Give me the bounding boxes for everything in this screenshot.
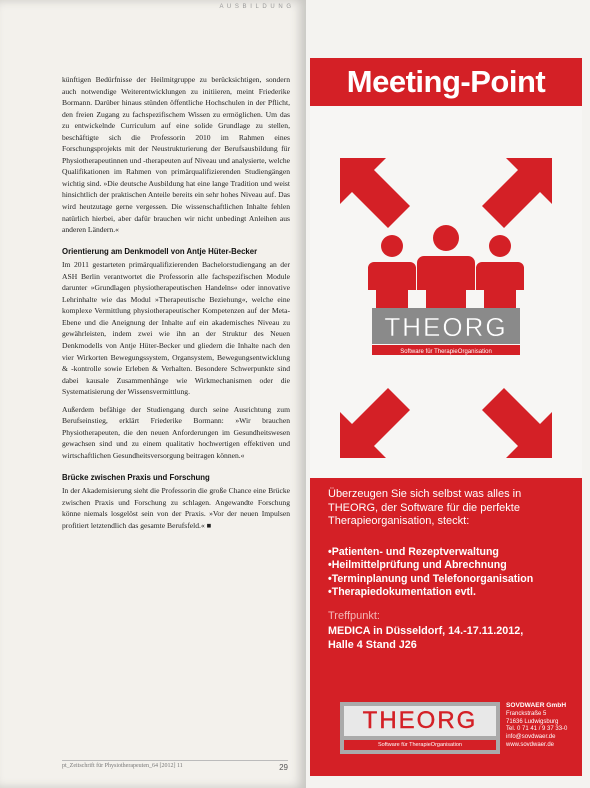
journal-citation: pt_Zeitschrift für Physiotherapeuten_64 [2012] 11	[62, 763, 183, 769]
footer-logo-text: THEORG	[362, 707, 478, 734]
ad-intro-text: Überzeugen Sie sich selbst was alles in THEORG, der Software für die perfekte Therapieorganisation, steckt:	[328, 488, 522, 527]
arrow-top-left-icon	[340, 158, 410, 228]
article-paragraph: Außerdem befähige der Studiengang durch seine Ausrichtung zum Berufseinstieg, erklärt Friederike Bormann: »Wir brauchen Physiotherapeuten, die den neuen Anforderungen im Gesundheitswesen gewachsen sind und zu einem qualitativ hochwertigen effektiven und wirtschaftlichen Gesundheitsversorgung beitragen können.«	[62, 404, 290, 460]
ad-info-panel	[310, 478, 582, 776]
meeting-location: MEDICA in Düsseldorf, 14.-17.11.2012,	[328, 625, 524, 637]
page-footer	[62, 760, 288, 772]
page-number: 29	[279, 763, 288, 772]
arrow-bottom-left-icon	[340, 388, 410, 458]
company-address-city: 71636 Ludwigsburg	[506, 718, 559, 725]
running-head: A U S B I L D U N G	[219, 4, 292, 10]
section-heading-denkmodell: Orientierung am Denkmodell von Antje Hüter-Becker	[62, 246, 258, 256]
article-body	[62, 74, 290, 537]
article-paragraph: Im 2011 gestarteten primärqualifizierenden Bachelorstudiengang an der ASH Berlin verantwortet die Professorin alle fachspezifischen Module darunter »Grundlagen physiotherapeutischen Handelns« oder innovative Lehrinhalte wie das Modul »Therapeutische Beziehung«, welche eine komplexe Vermittlung physiotherapeutischer Kompetenzen auf der Meta-Ebene und die Aneignung der Inhalte auf ein akademisches Niveau zu gewährleisten, indem zwei wie ihn an der Struktur des Neuen Denkmodells von Antje Hüter-Becker und gliedern die Inhalte nach den vier Wirkorten Bewegungssystem, Organsystem, Bewegungsentwicklung & -kontrolle sowie Erleben & Verhalten. Besondere Schwerpunkte sind dabei kausale Zusammenhänge wie Wirkmechanismen oder die Systematisierung der Wissensvermittlung.	[62, 260, 290, 397]
people-arrows-graphic	[340, 158, 552, 498]
theorg-tagline: Software für TherapieOrganisation	[400, 349, 492, 355]
company-contact	[506, 702, 567, 750]
article-paragraph: künftigen Bedürfnisse der Heilmitgruppe zu berücksichtigen, sondern auch notwendige Weiterentwicklungen zu initiieren, meint Friederike Bormann. Darüber hinaus stünden öffentliche Hochschulen in der Pflicht, den freien Zugang zu fachspezifischem Wissen zu ermöglichen. Um das zu entwickelnde Curriculum auf eine solide Grundlage zu stellen, beschäftigte sich die Professorin 2010 im Rahmen eines Forschungsprojekts mit der Neustrukturierung der Berufsausbildung für Physiotherapeutinnen und -therapeuten auf Niveau und analysierte, welche Qualifikationen im Rahmen von primärqualifizierenden Studiengängen wichtig sind. »Die deutsche Ausbildung hat eine lange Tradition und weist hinsichtlich der praktischen Anteile bereits ein sehr hohes Niveau auf. Das wird heutzutage gerne vergessen. Die wissenschaftlichen Inhalte fehlen natürlich hierbei, aber dafür brauchen wir nicht unbedingt Anleihen aus anderen Ländern.«	[62, 75, 290, 235]
feature-item: • Terminplanung und Telefonorganisation	[328, 573, 533, 586]
meeting-label: Treffpunkt:	[328, 610, 380, 622]
section-heading-praxis: Brücke zwischen Praxis und Forschung	[62, 472, 210, 482]
ad-header-banner	[310, 58, 582, 106]
arrow-top-right-icon	[482, 158, 552, 228]
ad-headline: Meeting-Point	[346, 64, 546, 99]
theorg-logo-text: THEORG	[384, 312, 508, 342]
company-name: SOVDWAER GmbH	[506, 702, 567, 709]
footer-logo-box	[340, 702, 500, 754]
company-address-street: Franckstraße 5	[506, 710, 547, 717]
theorg-advertisement	[310, 58, 582, 776]
company-website: www.sovdwaer.de	[506, 741, 555, 748]
company-phone: Tel. 0 71 41 / 9 37 33-0	[506, 726, 568, 733]
article-paragraph: In der Akademisierung sieht die Professorin die große Chance eine Brücke zwischen Praxis und Forschung zu schlagen. Angewandte Forschung könne niemals losgelöst sein von der Praxis. »Vor der neuen Impulsen profitiert letztendlich das gesamte Berufsfeld.« ■	[62, 486, 290, 530]
people-group-icon	[368, 225, 524, 308]
footer-logo-tagline: Software für TherapieOrganisation	[344, 740, 496, 750]
company-email: info@sovdwaer.de	[506, 734, 556, 741]
meeting-hall: Halle 4 Stand J26	[328, 639, 417, 651]
feature-item: • Therapiedokumentation evtl.	[328, 586, 533, 599]
arrow-bottom-right-icon	[482, 388, 552, 458]
feature-list	[328, 546, 533, 599]
feature-item: • Heilmittelprüfung und Abrechnung	[328, 559, 533, 572]
feature-item: • Patienten- und Rezeptverwaltung	[328, 546, 533, 559]
